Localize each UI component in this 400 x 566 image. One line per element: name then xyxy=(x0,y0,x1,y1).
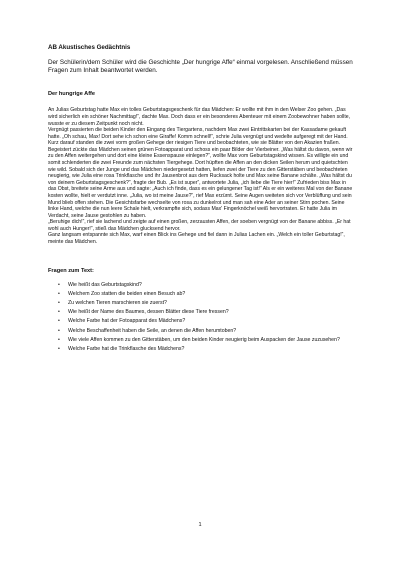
question-item: • Welche Farbe hat der Fotoapparat des Mädchens? xyxy=(68,317,354,326)
story-paragraph: „Beruhige dich!“, rief sie lachend und zeigte auf einen großen, zerzausten Affen, der soeben vergnügt von der Banane abbiss. „Er hat wohl auch Hunger!“, stieß das Mädchen glucksend hervor. xyxy=(48,219,351,232)
questions-heading: Fragen zum Text: xyxy=(48,267,94,274)
question-item: • Welchem Zoo statten die beiden einen Besuch ab? xyxy=(68,290,354,299)
story-paragraph: An Julias Geburtstag hatte Max ein tolles Geburtstagsgeschenk für das Mädchen: Er wollte mit ihm in den Welser Zoo gehen. „Das wird sicherlich ein schöner Nachmittag!“, dachte Max. Doch dass er ein besonderes Abenteuer mit einem Zoobewohner haben sollte, wusste er zu diesem Zeitpunkt noch nicht. xyxy=(48,107,351,127)
questions-list xyxy=(48,281,354,355)
question-item: • Zu welchen Tieren marschieren sie zuerst? xyxy=(68,299,354,308)
question-item: • Welche Farbe hat die Trinkflasche des Mädchens? xyxy=(68,345,354,354)
document-title: AB Akustisches Gedächtnis xyxy=(48,44,131,51)
page-number: 1 xyxy=(198,522,202,528)
question-item: • Wie heißt das Geburtstagskind? xyxy=(68,281,354,290)
intro-text: Der Schülerin/dem Schüler wird die Geschichte „Der hungrige Affe“ einmal vorgelesen. Anschließend müssen Fragen zum Inhalt beantwortet werden. xyxy=(48,59,353,75)
story-heading: Der hungrige Affe xyxy=(48,91,96,98)
document-page xyxy=(48,44,354,354)
story-paragraph: Ganz langsam entspannte sich Max, warf einen Blick ins Gehege und fiel dann in Julias Lachen ein. „Welch ein toller Geburtstag!“, meinte das Mädchen. xyxy=(48,232,345,245)
story-text xyxy=(48,107,354,245)
question-item: • Wie viele Affen kommen zu den Gitterstäben, um den beiden Kinder neugierig beim Auspacken der Jause zuzusehen? xyxy=(68,336,354,345)
story-paragraph: Vergnügt passierten die beiden Kinder den Eingang des Tiergartens, nachdem Max zwei Eintrittskarten bei der Kassadame gekauft hatte. „Oh schau, Max! Dort sehe ich schon eine Giraffe! Komm schnell!“, schrie Julia vergnügt und wedelte aufgeregt mit der Hand. Kurz darauf standen die zwei vorm großen Gehege der riesigen Tiere und beobachteten, wie sie Blätter von den Akazien fraßen. Begeistert zückte das Mädchen seinen grünen Fotoapparat und schoss ein paar Bilder der Vierbeiner. „Was hältst du davon, wenn wir zu den Affen weitergehen und dort eine kleine Essenspause einlegen?“, wollte Max vom Geburtstagskind wissen. Es willigte ein und somit schlenderten die zwei Freunde zum nächsten Tiergehege. Dort hüpften die Affen an den dicken Seilen herum und quietschten wie wild. Sobald sich der Junge und das Mädchen niedergesetzt hatten, liefen zwei der Tiere zu den Gitterstäben und beobachteten neugierig, wie Julia eine rosa Trinkflasche und ihr Jausenbrot aus dem Rucksack holte und Max seine Banane schälte. „Was hältst du von deinem Geburtstagsgeschenk?“, fragte der Bub. „Es ist super“, antwortete Julia, „ich liebe die Tiere hier!“ Zufrieden biss Max in das Obst, breitete seine Arme aus und sagte: „Auch ich finde, dass es ein gelungener Tag ist!“ Als er ein weiteres Mal von der Banane kosten wollte, hielt er verdutzt inne. „Julia, wo ist meine Jause?“, rief Max erzürnt. Seine Augen weiteten sich vor Verblüffung und sein Mund blieb offen stehen. Die Gesichtsfarbe wechselte von rosa zu dunkelrot und man sah eine Ader an seiner Stirn pochen. Seine linke Hand, welche die nun leere Schale hielt, verkrampfte sich, sodass Max' Fingerknöchel weiß hervortraten. Er hatte Julia im Verdacht, seine Jause gestohlen zu haben. xyxy=(48,127,353,219)
question-item: • Welche Beschaffenheit haben die Seile, an denen die Affen herumtoben? xyxy=(68,327,354,336)
question-item: • Wie heißt der Name des Baumes, dessen Blätter diese Tiere fressen? xyxy=(68,308,354,317)
